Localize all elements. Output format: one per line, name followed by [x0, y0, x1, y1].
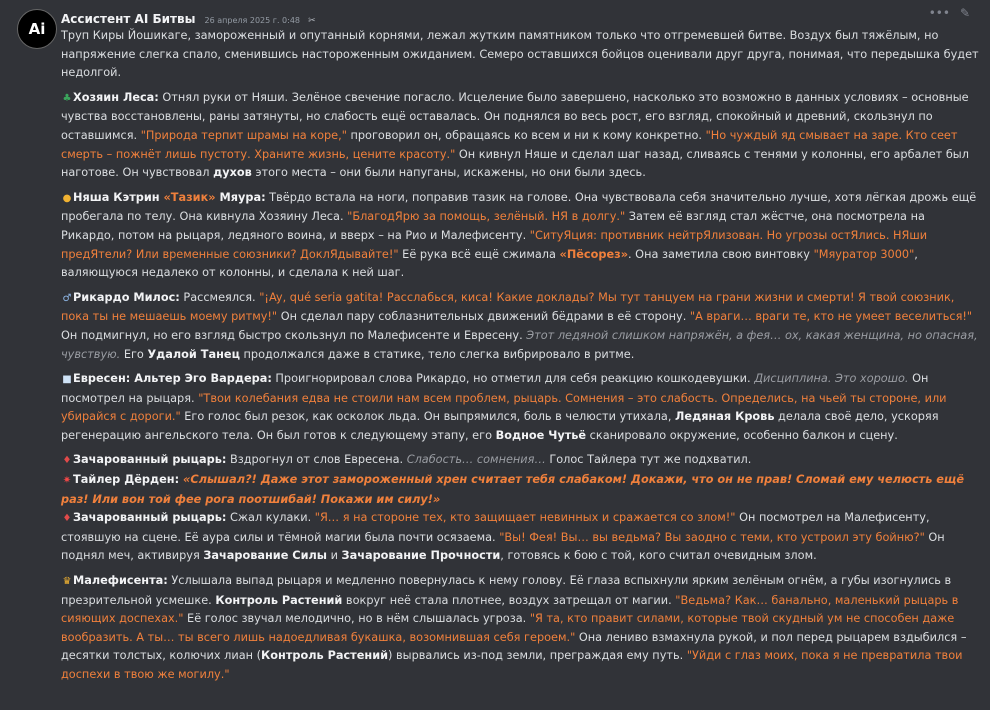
avatar-text: Ai	[28, 20, 46, 38]
character-name: Евресен: Альтер Эго Вардера:	[73, 372, 272, 386]
character-name: Няша Кэтрин	[73, 190, 164, 204]
edit-icon[interactable]: ✎	[959, 6, 970, 20]
speech-quote: "Природа терпит шрамы на коре,"	[140, 128, 347, 142]
speech-quote: "А враги… враги те, кто не умеет веселиться!"	[689, 310, 973, 324]
tree-icon: ♣	[62, 92, 72, 104]
cat-icon: ●	[62, 192, 72, 204]
speech-quote: "Но чуждый яд смывает на заре. Кто сеет смерть – пожнёт лишь пустоту. Храните жизнь, цените красоту."	[61, 128, 958, 161]
explosion-icon: ✷	[62, 475, 72, 487]
message-timestamp: 26 апреля 2025 г. 0:48	[204, 16, 301, 25]
story-paragraph: ● Няша Кэтрин «Тазик» Мяура: Твёрдо встала на ноги, поправив тазик на голове. Она чувствовала себя значительно лучше, хотя лёгкая дрожь ещё пробегала по телу. Она кивнула Хозяину Леса. "БлагодЯрю за помощь, зелёный. НЯ в долгу." Затем её взгляд стал жёстче, она посмотрела на Рикардо, потом на рыцаря, ледяного воина, и вверх – на Рио и Малефисенту. "СитуЯция: противник нейтрЯлизован. Но угрозы остЯлись. НЯши предЯтели? Или временные союзники? ДоклЯдывайте!" Её рука всё ещё сжимала «Пёсорез». Она заметила свою винтовку "Мяуратор 3000", валяющуюся недалеко от колонны, и сделала к ней шаг.	[61, 190, 977, 280]
crown-icon: ♛	[62, 576, 72, 588]
story-paragraph: ♦ Зачарованный рыцарь: Сжал кулаки. "Я… я на стороне тех, кто защищает невинных и сражается со злом!" Он посмотрел на Малефисенту, стоявшую на сцене. Её аура силы и тёмной магии была почти осязаема. "Вы! Фея! Вы… вы ведьма? Вы заодно с теми, кто устроил эту бойню?" Он поднял меч, активируя Зачарование Силы и Зачарование Прочности, готовясь к бою с той, кого считал очевидным злом.	[61, 511, 945, 563]
message-content	[61, 27, 979, 691]
speech-quote: "Ведьма? Как… банально, маленький рыцарь в сияющих доспехах."	[61, 593, 959, 626]
speech-quote: "Вы! Фея! Вы… вы ведьма? Вы заодно с теми, кто устроил эту бойню?"	[499, 530, 925, 544]
avatar[interactable]	[17, 9, 57, 49]
story-paragraph	[61, 471, 979, 509]
shield-icon: ♦	[62, 455, 72, 467]
character-name: Тайлер Дёрден:	[73, 473, 180, 487]
more-icon[interactable]: •••	[928, 6, 950, 20]
story-paragraph: ■Евресен: Альтер Эго Вардера: Проигнорировал слова Рикардо, но отметил для себя реакцию кошкодевушки. Дисциплина. Это хорошо. Он посмотрел на рыцаря. "Твои колебания едва не стоили нам всем проблем, рыцарь. Сомнения – это слабость. Определись, на чьей ты стороне, или убирайся с дороги." Его голос был резок, как осколок льда. Он выпрямился, боль в челюсти утихала, Ледяная Кровь делала своё дело, ускоряя регенерацию ангельского тела. Он был готов к следующему этапу, его Водное Чутьё сканировало окружение, особенно балкон и сцену.	[61, 372, 947, 442]
shield-icon: ♦	[62, 513, 72, 525]
story-paragraph: ♛ Малефисента: Услышала выпад рыцаря и медленно повернулась к нему голову. Её глаза вспыхнули ярким зелёным огнём, а губы изогнулись в презрительной усмешке. Контроль Растений вокруг неё стала плотнее, воздух затрещал от магии. "Ведьма? Как… банально, маленький рыцарь в сияющих доспехах." Её голос звучал мелодично, но в нём слышалась угроза. "Я та, кто правит силами, которые твой скудный ум не способен даже вообразить. А ты… ты всего лишь надоедливая букашка, возомнившая себя героем." Она лениво взмахнула рукой, и пол перед рыцарем вздыбился – десятки толстых, колючих лиан (Контроль Растений) вырвались из-под земли, преграждая ему путь. "Уйди с глаз моих, пока я не превратила твои доспехи в твою же могилу."	[61, 574, 967, 681]
character-name: Зачарованный рыцарь:	[73, 453, 227, 467]
speech-quote: "Я та, кто правит силами, которые твой скудный ум не способен даже вообразить. А ты… ты всего лишь надоедливая букашка, возомнившая себя героем."	[61, 612, 955, 644]
speech-quote: «Слышал?! Даже этот замороженный хрен считает тебя слабаком! Докажи, что он не прав! Сломай ему челюсть ещё раз! Или вон той фее рога поотшибай! Покажи им силу!»	[61, 473, 965, 506]
character-name: Малефисента:	[73, 574, 168, 588]
message-header	[61, 8, 960, 26]
pin-icon: ✂	[308, 16, 316, 26]
ice-cube-icon: ■	[62, 374, 72, 386]
character-name: Хозяин Леса:	[73, 90, 159, 104]
speech-quote: "Твои колебания едва не стоили нам всем проблем, рыцарь. Сомнения – это слабость. Определись, на чьей ты стороне, или убирайся с дороги."	[61, 391, 947, 424]
character-name: Зачарованный рыцарь:	[73, 511, 227, 525]
dancer-icon: ♂	[62, 292, 72, 304]
speech-quote: "БлагодЯрю за помощь, зелёный. НЯ в долгу."	[347, 210, 626, 224]
character-name: Рикардо Милос:	[73, 290, 180, 304]
speech-quote: "СитуЯция: противник нейтрЯлизован. Но угрозы остЯлись. НЯши предЯтели? Или временные союзники? ДоклЯдывайте!"	[61, 228, 928, 261]
story-paragraph: ♣ Хозяин Леса: Отнял руки от Няши. Зелёное свечение погасло. Исцеление было завершено, насколько это возможно в данных условиях – основные чувства восстановлены, раны затянуты, но слабость ещё оставалась. Он поднялся во весь рост, его взгляд, спокойный и древний, скользнул по оставшимся. "Природа терпит шрамы на коре," проговорил он, обращаясь ко всем и ни к кому конкретно. "Но чуждый яд смывает на заре. Кто сеет смерть – пожнёт лишь пустоту. Храните жизнь, цените красоту." Он кивнул Няше и сделал шаг назад, сливаясь с тенями у колонны, его арбалет был наготове. Он чувствовал духов этого места – они были напуганы, искажены, но они были здесь.	[61, 90, 969, 180]
story-paragraph: Труп Киры Йошикаге, замороженный и опутанный корнями, лежал жутким памятником только что отгремевшей битве. Воздух был тяжёлым, но напряжение слегка спало, сменившись настороженным ожиданием. Семеро оставшихся бойцов оценивали друг друга, понимая, что передышка будет недолгой.	[61, 29, 979, 80]
author-name[interactable]: Ассистент AI Битвы	[61, 12, 196, 26]
speech-quote: "Уйди с глаз моих, пока я не превратила твои доспехи в твою же могилу."	[61, 649, 963, 681]
message-toolbar	[929, 6, 970, 20]
story-paragraph: ♦ Зачарованный рыцарь: Вздрогнул от слов Евресена. Слабость… сомнения… Голос Тайлера тут же подхватил.	[61, 451, 979, 471]
story-paragraph: ♂ Рикардо Милос: Рассмеялся. "¡Ay, qué seria gatita! Расслабься, киса! Какие доклады? Мы тут танцуем на грани жизни и смерти! Я твой союзник, пока ты не мешаешь моему ритму!" Он сделал пару соблазнительных движений бёдрами в её сторону. "А враги… враги те, кто не умеет веселиться!" Он подмигнул, но его взгляд быстро скользнул по Малефисенте и Евресену. Этот ледяной слишком напряжён, а фея… ох, какая женщина, но опасная, чувствую. Его Удалой Танец продолжался даже в статике, тело слегка вибрировало в ритме.	[61, 290, 978, 361]
speech-quote: "¡Ay, qué seria gatita! Расслабься, киса! Какие доклады? Мы тут танцуем на грани жизни и смерти! Я твой союзник, пока ты не мешаешь моему ритму!"	[61, 290, 955, 324]
speech-quote: "Я… я на стороне тех, кто защищает невинных и сражается со злом!"	[314, 511, 736, 525]
